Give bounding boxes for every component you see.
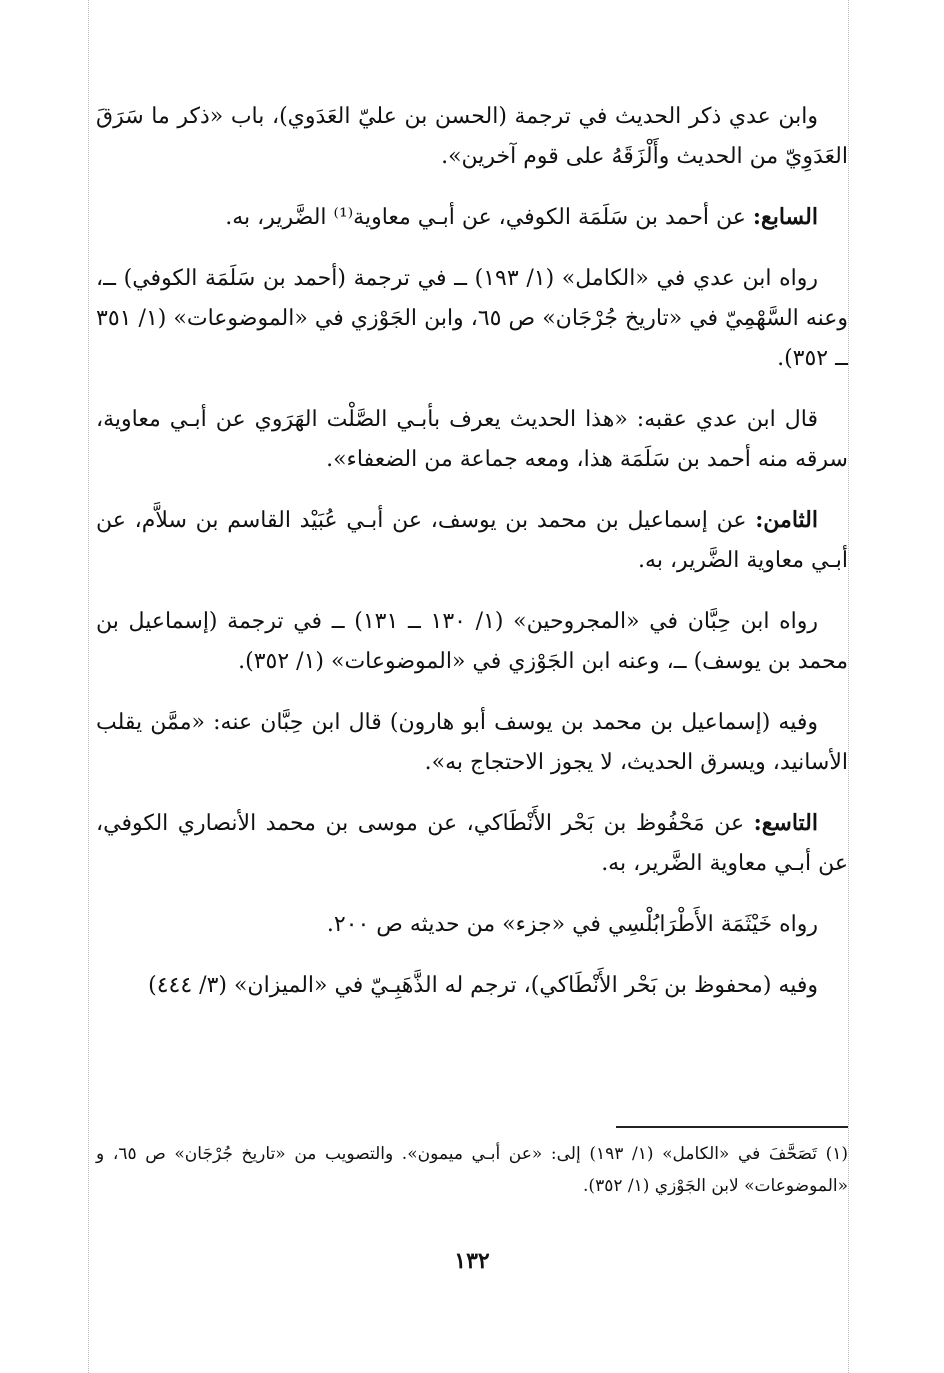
paragraph-text: قال ابن عدي عقبه: «هذا الحديث يعرف بأبـي الصَّلْت الهَرَوي عن أبـي معاوية، سرقه منه أحمد بن سَلَمَة هذا، ومعه جماعة من الضعفاء». [96, 407, 848, 472]
paragraph-lead: الثامن: [755, 507, 818, 533]
paragraph-lead: السابع: [752, 204, 818, 230]
left-margin-guide [88, 0, 89, 1373]
paragraph-text: وفيه (إسماعيل بن محمد بن يوسف أبو هارون) قال ابن حِبَّان عنه: «ممَّن يقلب الأسانيد، ويسرق الحديث، لا يجوز الاحتجاج به». [96, 710, 848, 775]
paragraph-3 [96, 258, 848, 379]
paragraph-4 [96, 399, 848, 480]
footnote: (١) تَصَحَّفَ في «الكامل» (١/ ١٩٣) إلى: «عن أبـي ميمون». والتصويب من «تاريخ جُرْجَان» ص ٦٥، و «الموضوعات» لابن الجَوْزي (١/ ٣٥٢). [96, 1144, 848, 1196]
paragraph-8 [96, 803, 848, 884]
paragraph-10 [96, 965, 848, 1006]
paragraph-text: عن مَحْفُوظ بن بَحْر الأَنْطَاكي، عن موسى بن محمد الأنصاري الكوفي، عن أبـي معاوية الضَّرير، به. [96, 811, 848, 876]
paragraph-text: رواه خَيْثَمَة الأَطْرَابُلْسِي في «جزء» من حديثه ص ٢٠٠. [326, 912, 818, 937]
paragraph-lead: التاسع: [753, 810, 818, 836]
paragraph-7 [96, 702, 848, 783]
paragraph-text: وابن عدي ذكر الحديث في ترجمة (الحسن بن عليّ العَدَوي)، باب «ذكر ما سَرَقَ العَدَوِيّ من الحديث وأَلْزَقَهُ على قوم آخرين». [96, 104, 848, 169]
paragraph-text: عن إسماعيل بن محمد بن يوسف، عن أبـي عُبَيْد القاسم بن سلاَّم، عن أبـي معاوية الضَّرير، به. [96, 508, 848, 573]
page-number: ١٣٢ [454, 1248, 490, 1274]
footnote-divider [616, 1126, 848, 1128]
paragraph-text: رواه ابن عدي في «الكامل» (١/ ١٩٣) ــ في ترجمة (أحمد بن سَلَمَة الكوفي) ــ، وعنه السَّهْمِيّ في «تاريخ جُرْجَان» ص ٦٥، وابن الجَوْزي في «الموضوعات» (١/ ٣٥١ ــ ٣٥٢). [96, 266, 849, 371]
right-margin-guide [848, 0, 849, 1373]
paragraph-text: عن أحمد بن سَلَمَة الكوفي، عن أبـي معاوية⁽¹⁾ الضَّرير، به. [225, 205, 753, 230]
paragraph-2 [96, 197, 848, 238]
paragraph-1 [96, 96, 848, 177]
paragraph-9 [96, 904, 848, 945]
main-text [96, 96, 848, 1026]
paragraph-text: وفيه (محفوظ بن بَحْر الأَنْطَاكي)، ترجم له الذَّهَبِـيّ في «الميزان» (٣/ ٤٤٤) [148, 973, 818, 998]
paragraph-text: رواه ابن حِبَّان في «المجروحين» (١/ ١٣٠ ــ ١٣١) ــ في ترجمة (إسماعيل بن محمد بن يوسف) ــ، وعنه ابن الجَوْزي في «الموضوعات» (١/ ٣٥٢). [96, 609, 848, 674]
paragraph-6 [96, 601, 848, 682]
paragraph-5 [96, 500, 848, 581]
